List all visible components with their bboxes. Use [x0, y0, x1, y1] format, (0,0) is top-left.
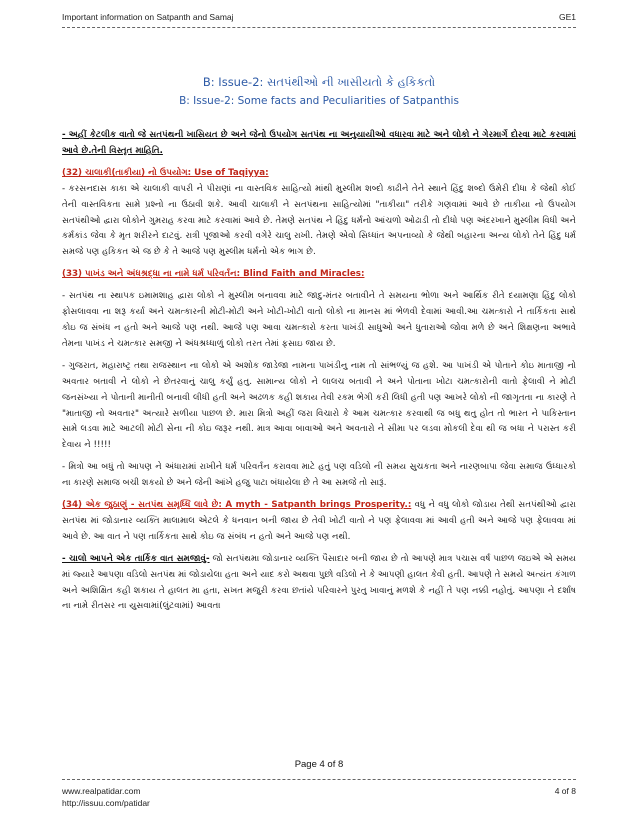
header-document-title: Important information on Satpanth and Samaj — [62, 12, 234, 22]
section-33-heading: (33) પાખંડ અને અંધશ્રદ્ધા ના નામે ધર્મ પરિવર્તન: Blind Faith and Miracles: — [62, 269, 365, 280]
section-32-text: - કરસનદાસ કાકા એ ચાલાકી વાપરી ને પીરાણાં ના વાસ્તવિક સાહિત્યો માંથી મુસ્લીમ શબ્દો કાઢીને તેને સ્થાને હિંદુ શબ્દો ઉમેરી દીધા કે જેથી કોઈ તેની વાસ્તવિકતા સામે પ્રશ્નો ના ઉઠાવી શકે. આવી ચાલાકી ને સતપંથના સાહિત્યોમાં "તાકીયા" તરીકે ગણવામાં આવે છે તાકીયા નો ઉપયોગ સતપંથીઓ દ્વારા લોકોને ગુમરાહ કરવા માટે કરવામાં આવે છે. તેમણે સતપંથ ને હિંદુ ધર્મનો આંચળો ઓઢાડી તો દીધો પણ અંદરખાને મુસ્લીમ વિધી અને કર્મકાંડ જેવા કે મૃત શરીરને દાટવું. રાત્રી પૂજાઓ કરવી વગેરે ચાલુ રાખી. તેમણે એવો સિધ્ધાંત અપનાવ્યો કે જેથી બહારના અન્ય લોકો તેને હિંદુ ધર્મ સમજે પણ હકિકત એ જ છે કે તે આજે પણ મુસ્લીમ ધર્મનો એક ભાગ છે. — [62, 183, 576, 258]
section-32-heading: (32) ચાલાકી(તાકીયા) નો ઉપયોગ: Use of Taqiyya: — [62, 167, 269, 178]
document-body — [62, 128, 576, 621]
page-footer — [62, 785, 576, 809]
footer-page-count: 4 of 8 — [554, 786, 576, 796]
page-number: Page 4 of 8 — [294, 759, 344, 770]
section-34-heading: (34) એક જુઠાણું - સતપંથ સમૃધ્ધિ લાવે છે: A myth - Satpanth brings Prosperity.: — [62, 500, 412, 511]
footer-divider — [62, 779, 576, 780]
title-english: B: Issue-2: Some facts and Peculiarities of Satpanthis — [179, 95, 459, 107]
page-header — [62, 12, 576, 22]
intro-paragraph: - અહીં કેટલીક વાતો જે સતપંથની ખાસિયત છે અને જેનો ઉપયોગ સતપંથ ના અનુયાયીઓ વધારવા માટે અને લોકો ને ગેરમાર્ગે દોરવા માટે કરવામાં આવે છે.તેની વિસ્તૃત માહિતિ. — [62, 130, 576, 156]
header-divider — [62, 27, 576, 28]
header-code: GE1 — [558, 12, 576, 22]
section-33-paragraph-1: - સતપંથ ના સ્થાપક ઇમામશાહ દ્વારા લોકો ને મુસ્લીમ બનાવવા માટે જાદુ-મંતર બતાવીને તે સમયના ભોળા અને આર્થિક રીતે દયામણા હિંદુ લોકો ફોસલાવવા ના શરૂ કર્યા અને ચમત્કારની મોટી-મોટી અને ખોટી-ખોટી વાતો લોકો ના માનસ માં ભેળવી દેવામાં આવી.આ ચમત્કારો ને તાર્કિકતા સાથે કોઇ જ સંબંધ ન હતો અને આજે પણ નથી. આજે પણ આવા ચમત્કારો કરતા પાખંડી સાધુઓ અને ધુતારાઓ જોવા મળે છે અને શિક્ષણના અભાવે તેમના પાખંડ ને ચમત્કાર સમજી ને અંધશ્રધ્ધાળું લોકો તરત તેમાં ફસાઇ જાય છે. — [62, 291, 576, 349]
section-32 — [62, 166, 576, 261]
section-34-paragraph-1 — [62, 498, 576, 546]
section-33-paragraph-3: - મિત્રો આ બધું તો આપણ ને અંધારામાં રાખીને ધર્મ પરિવર્તન કરાવવા માટે હતું પણ વડિલો ની સમય સુચકતા અને નારણબાપા જેવા સમાજ ઉધ્ધારકો ના કારણે સમાજ બચી શકયો છે અને જેની આંખે હજુ પાટા બંધાયેલા છે તે આ સમજે તો સારૂં. — [62, 462, 576, 489]
logic-text: જો સતપંથમા જોડાનાર વ્યક્તિ પૈસાદાર બની જાય છે તો આપણે માત્ર પચાસ વર્ષ પાછળ જઇએ એ સમય માં જ્યારે આપણા વડિલો સતપંથ માં જોડાયેલા હતા અને યાદ કરો અથવા પુછો વડિલો ને કે આપણી હાલત કેવી હતી. આપણે તે સમયે અત્યંત કંગાળ અને અશિક્ષિત કહી શકાય તે હાલત મા હતા, સખત મજુરી કરવા છતાંયે પરિવારને પુરતુ ખાવાનું મળશે કે નહીં તે પણ નક્કી નહોતું. આપણા ને દર્શાષ ના નામે રીતસર ના યુસવામાં(લુંટવામાં) આવતા — [62, 553, 576, 612]
section-34-text: વધુ ને વધુ લોકો જોડાય તેથી સતપંથીઓ દ્વારા સતપંથ માં જોડાનાર વ્યક્તિ માલામાલ એટલે કે ધનવાન બની જાય છે તેવી ખોટી વાતો ને પણ ફેલાવવા માં આવી હતી અને આજે પણ ફેલાવવા માં આવે છે. આ વાત ને પણ તાર્કિકતા સાથે કોઇ જ સંબંધ ન હતો અને આજે પણ નથી. — [62, 500, 576, 542]
section-34-paragraph-2 — [62, 552, 576, 616]
footer-issuu-link[interactable]: http://issuu.com/patidar — [62, 798, 150, 808]
title-gujarati: B: Issue-2: સતપંથીઓ ની ખાસીયતો કે હકિકતો — [202, 75, 436, 89]
footer-site-link[interactable]: www.realpatidar.com — [62, 786, 141, 796]
section-33-paragraph-2: - ગુજરાત, મહારાષ્ટ્ર તથા રાજસ્થાન ના લોકો એ અશોક જાડેજા નામના પાખંડીનુ નામ તો સાંભળ્યું જ હશે. આ પાખંડી એ પોતાને કોઇ માતાજી નો અવતાર બતાવી ને લોકો ને છેતરવાનું ચાલુ કર્યું હતુ. સામાન્ય લોકો ને લાલચ બતાવી ને અને પોતાના ખોટા ચમત્કારોની વાતો ફેલાવી ને મોટી જનસંખ્યા ને પોતાની માનીતી બનાવી લીધી હતી અને અઢળક કહી શકાય તેવી રકમ ભેગી કરી લિધી હતી પણ આખરે લોકો ની જાગૃતતા ના કારણે તે "માતાજી નો અવતાર" અત્યારે સળીયા પાછળ છે. મારા મિત્રો અહીં જરા વિચારો કે આમ ચમત્કાર કરવાથી જ બધુ થતુ હોત તો ભારત ને પાકિસ્તાન સામે લડવા માટે આટલી મોટી સેના ની કોઇ જરૂર નથી. માત્ર આવા બાવાઓ અને અવતારો ને સીમા પર લડવા મોકલી દેવા થી જ બધા ને પરાસ્ત કરી દેવાય ને !!!!! — [62, 360, 576, 451]
logic-lead: - ચાલો આપને એક તાર્કિક વાત સમજાવું- — [62, 553, 210, 564]
